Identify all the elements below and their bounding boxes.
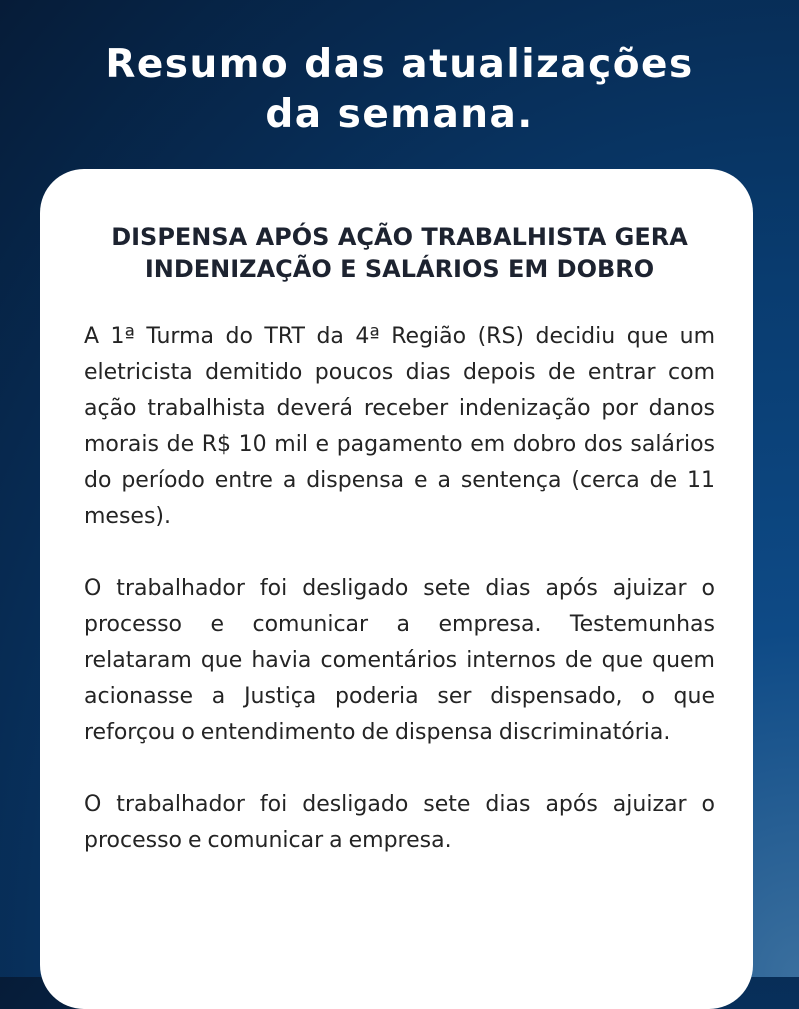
page-title-line1: Resumo das atualizações — [105, 42, 694, 87]
page-title — [0, 40, 799, 140]
news-paragraph-3: O trabalhador foi desligado sete dias após ajuizar o processo e comunicar a empresa. — [84, 792, 715, 853]
news-paragraph-1: A 1ª Turma do TRT da 4ª Região (RS) decidiu que um eletricista demitido poucos dias depois de entrar com ação trabalhista deverá receber indenização por danos morais de R$ 10 mil e pagamento em dobro dos salários do período entre a dispensa e a sentença (cerca de 11 meses). — [84, 324, 715, 529]
news-headline-line1: DISPENSA APÓS AÇÃO TRABALHISTA GERA — [111, 223, 688, 251]
news-headline — [84, 221, 715, 285]
news-card — [40, 169, 753, 1009]
page-title-line2: da semana. — [265, 92, 534, 137]
page-header — [0, 40, 799, 140]
news-paragraph-2: O trabalhador foi desligado sete dias após ajuizar o processo e comunicar a empresa. Testemunhas relataram que havia comentários internos de que quem acionasse a Justiça poderia ser dispensado, o que reforçou o entendimento de dispensa discriminatória. — [84, 576, 715, 745]
news-headline-line2: INDENIZAÇÃO E SALÁRIOS EM DOBRO — [144, 255, 655, 283]
